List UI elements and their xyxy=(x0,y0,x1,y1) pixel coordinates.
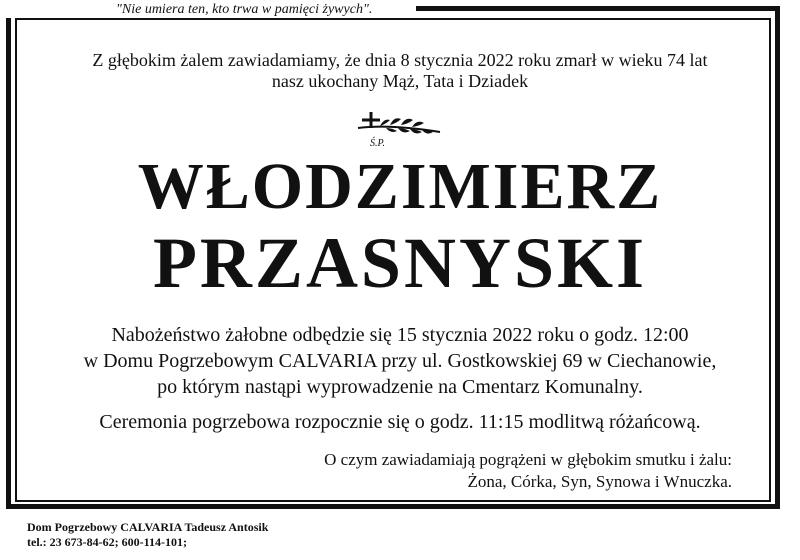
mourners-line-1: O czym zawiadamiają pogrążeni w głębokim smutku i żalu: xyxy=(324,450,732,469)
mourners-block xyxy=(324,449,732,493)
announcement-line-1: Z głębokim żalem zawiadamiamy, że dnia 8 stycznia 2022 roku zmarł w wieku 74 lat xyxy=(92,50,708,70)
deceased-first-name: WŁODZIMIERZ xyxy=(137,150,663,223)
sp-label: Ś.P. xyxy=(370,138,385,149)
deceased-last-name: PRZASNYSKI xyxy=(152,223,648,303)
funeral-home-phone: tel.: 23 673-84-62; 600-114-101; xyxy=(27,535,187,549)
funeral-home-footer xyxy=(27,520,268,550)
service-details xyxy=(0,322,800,400)
motto: "Nie umiera ten, kto trwa w pamięci żywych". xyxy=(0,2,416,18)
service-line-3: po którym nastąpi wyprowadzenie na Cmentarz Komunalny. xyxy=(157,376,643,398)
service-line-1: Nabożeństwo żałobne odbędzie się 15 stycznia 2022 roku o godz. 12:00 xyxy=(111,324,689,346)
cross-with-palm-branch-icon xyxy=(340,106,450,150)
ceremony-details: Ceremonia pogrzebowa rozpocznie się o godz. 11:15 modlitwą różańcową. xyxy=(99,411,701,433)
service-line-2: w Domu Pogrzebowym CALVARIA przy ul. Gostkowskiej 69 w Ciechanowie, xyxy=(83,350,717,372)
announcement-line-2: nasz ukochany Mąż, Tata i Dziadek xyxy=(271,71,529,91)
mourners-line-2: Żona, Córka, Syn, Synowa i Wnuczka. xyxy=(467,472,732,491)
death-announcement xyxy=(0,50,800,92)
funeral-home-name: Dom Pogrzebowy CALVARIA Tadeusz Antosik xyxy=(27,520,269,534)
